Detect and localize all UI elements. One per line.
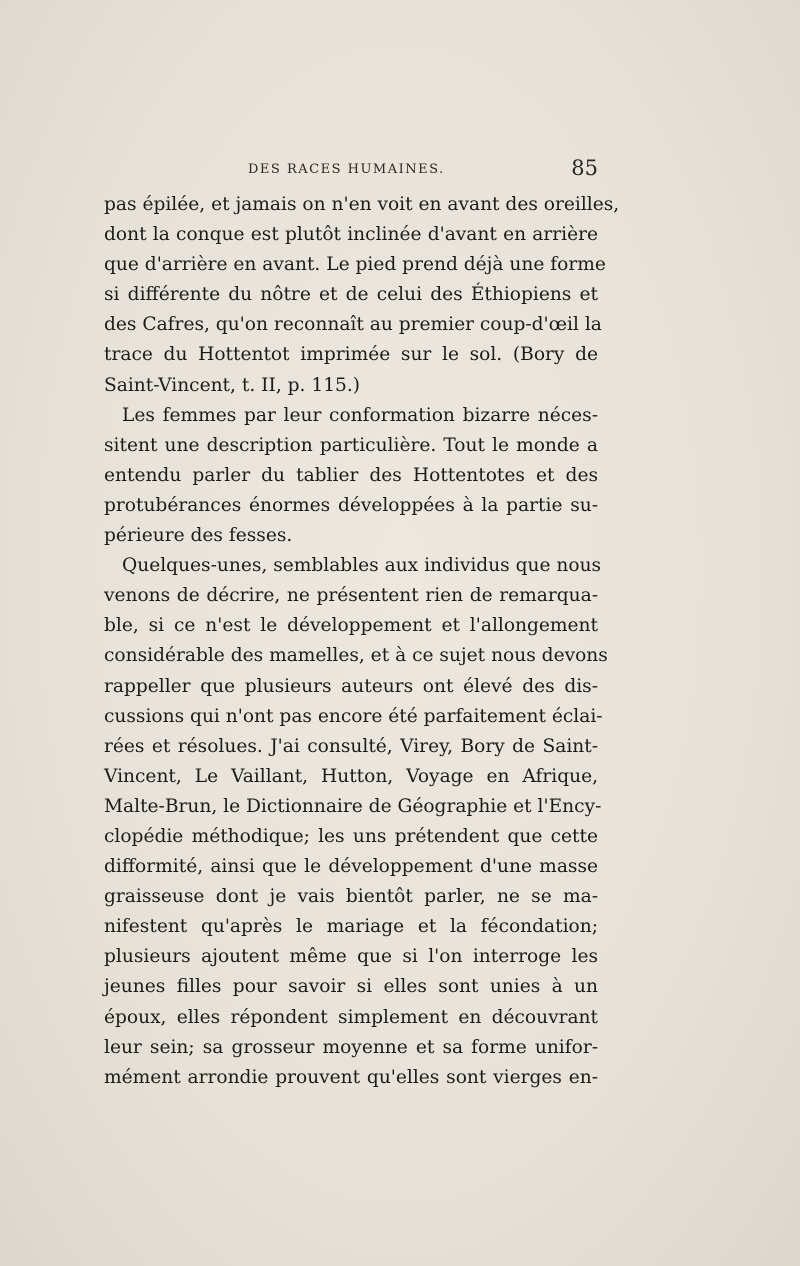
running-title: DES RACES HUMAINES.	[248, 162, 445, 177]
running-head	[104, 158, 598, 184]
text-line: graisseuse dont je vais bientôt parler, ne se ma-	[104, 886, 598, 908]
text-line: que d'arrière en avant. Le pied prend déjà une forme	[104, 254, 606, 276]
body-text	[104, 190, 620, 1093]
text-line: rappeller que plusieurs auteurs ont élevé des dis-	[104, 675, 598, 697]
text-line: Malte-Brun, le Dictionnaire de Géographie et l'Ency-	[104, 795, 602, 817]
page-number: 85	[571, 156, 598, 180]
text-line: clopédie méthodique; les uns prétendent que cette	[104, 825, 598, 847]
text-line: Saint-Vincent, t. II, p. 115.)	[104, 374, 361, 396]
text-line: périeure des fesses.	[104, 525, 293, 547]
text-line: rées et résolues. J'ai consulté, Virey, Bory de Saint-	[104, 735, 598, 757]
text-line: plusieurs ajoutent même que si l'on interroge les	[104, 946, 598, 968]
text-line: entendu parler du tablier des Hottentotes et des	[104, 464, 598, 486]
text-line: mément arrondie prouvent qu'elles sont vierges en-	[104, 1066, 598, 1088]
paragraph-start-line: Quelques-unes, semblables aux individus que nous	[122, 555, 602, 577]
text-line: époux, elles répondent simplement en découvrant	[104, 1006, 598, 1028]
text-line: cussions qui n'ont pas encore été parfaitement éclai-	[104, 705, 603, 727]
text-line: pas épilée, et jamais on n'en voit en avant des oreilles,	[104, 194, 620, 215]
text-line: leur sein; sa grosseur moyenne et sa forme unifor-	[104, 1036, 598, 1058]
text-line: Vincent, Le Vaillant, Hutton, Voyage en Afrique,	[104, 765, 598, 787]
text-line: protubérances énormes développées à la partie su-	[104, 494, 598, 516]
text-line: si différente du nôtre et de celui des Éthiopiens et	[104, 284, 598, 306]
text-line: jeunes filles pour savoir si elles sont unies à un	[104, 976, 598, 998]
text-line: ble, si ce n'est le développement et l'allongement	[104, 615, 598, 637]
text-line: trace du Hottentot imprimée sur le sol. (Bory de	[104, 344, 598, 366]
text-line: dont la conque est plutôt inclinée d'avant en arrière	[104, 224, 598, 246]
paragraph-start-line: Les femmes par leur conformation bizarre néces-	[122, 404, 598, 426]
text-line: sitent une description particulière. Tout le monde a	[104, 434, 598, 456]
text-line: considérable des mamelles, et à ce sujet nous devons	[104, 645, 608, 667]
text-line: venons de décrire, ne présentent rien de remarqua-	[104, 585, 598, 607]
text-line: des Cafres, qu'on reconnaît au premier coup-d'œil la	[104, 314, 602, 336]
text-line: nifestent qu'après le mariage et la fécondation;	[104, 916, 598, 938]
text-line: difformité, ainsi que le développement d'une masse	[104, 856, 598, 878]
